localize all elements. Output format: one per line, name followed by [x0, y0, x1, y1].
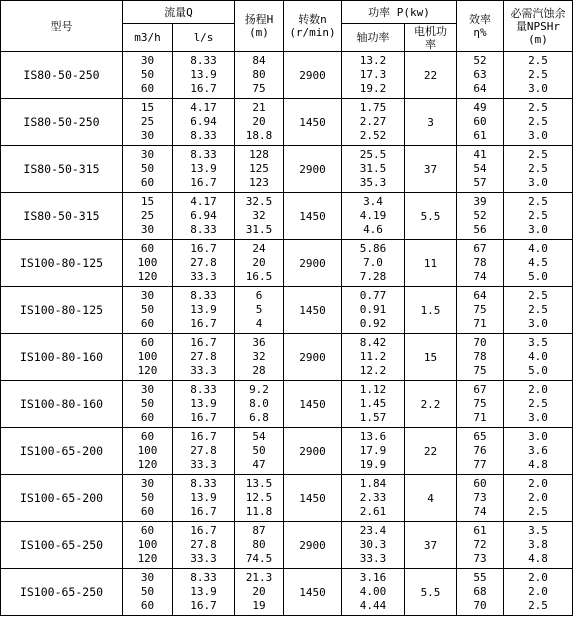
- cell-shaft-power-text: 23.4 30.3 33.3: [359, 524, 387, 565]
- cell-shaft-power-text: 1.12 1.45 1.57: [359, 383, 387, 424]
- cell-efficiency: [457, 52, 504, 99]
- cell-speed: [284, 522, 342, 569]
- cell-speed: [284, 381, 342, 428]
- cell-head: [235, 428, 284, 475]
- cell-head-text: 24 20 16.5: [245, 242, 273, 283]
- cell-flow-m3h: [123, 475, 173, 522]
- cell-flow-ls-text: 16.7 27.8 33.3: [190, 524, 217, 565]
- header-efficiency: [457, 1, 504, 52]
- cell-speed: [284, 99, 342, 146]
- cell-head: [235, 381, 284, 428]
- cell-head-text: 21.3 20 19: [245, 571, 273, 612]
- cell-efficiency: [457, 146, 504, 193]
- cell-speed: [284, 193, 342, 240]
- cell-efficiency: [457, 569, 504, 616]
- cell-npsh: [504, 569, 573, 616]
- cell-flow-m3h-text: 30 50 60: [140, 54, 155, 95]
- header-motor-power: [405, 24, 457, 52]
- cell-flow-ls-text: 8.33 13.9 16.7: [190, 148, 217, 189]
- cell-model-text: IS80-50-250: [23, 115, 100, 129]
- cell-head-text: 9.2 8.0 6.8: [249, 383, 269, 424]
- cell-shaft-power: [342, 475, 405, 522]
- table-row: [1, 193, 573, 240]
- cell-efficiency: [457, 240, 504, 287]
- cell-flow-m3h-text: 60 100 120: [137, 242, 158, 283]
- table-row: [1, 240, 573, 287]
- cell-efficiency-text: 70 78 75: [473, 336, 487, 377]
- cell-efficiency: [457, 381, 504, 428]
- cell-head: [235, 240, 284, 287]
- cell-shaft-power-text: 0.77 0.91 0.92: [359, 289, 387, 330]
- cell-speed-text: 1450: [299, 491, 326, 505]
- cell-flow-ls-text: 8.33 13.9 16.7: [190, 54, 217, 95]
- cell-model-text: IS100-65-250: [19, 585, 104, 599]
- header-head: [235, 1, 284, 52]
- cell-speed: [284, 240, 342, 287]
- cell-npsh-text: 2.0 2.5 3.0: [528, 383, 548, 424]
- cell-npsh-text: 3.5 4.0 5.0: [528, 336, 548, 377]
- cell-efficiency-text: 67 78 74: [473, 242, 487, 283]
- cell-shaft-power: [342, 381, 405, 428]
- cell-flow-m3h-text: 60 100 120: [137, 524, 158, 565]
- cell-flow-ls: [173, 569, 235, 616]
- cell-speed-text: 2900: [299, 444, 326, 458]
- cell-flow-m3h-text: 30 50 60: [140, 148, 155, 189]
- cell-efficiency-text: 55 68 70: [473, 571, 487, 612]
- cell-shaft-power: [342, 146, 405, 193]
- cell-motor-power: [405, 428, 457, 475]
- cell-efficiency-text: 67 75 71: [473, 383, 487, 424]
- cell-motor-power: [405, 146, 457, 193]
- cell-shaft-power-text: 5.86 7.0 7.28: [359, 242, 387, 283]
- cell-flow-m3h: [123, 146, 173, 193]
- cell-head-text: 21 20 18.8: [245, 101, 273, 142]
- cell-motor-power: [405, 381, 457, 428]
- cell-flow-m3h: [123, 52, 173, 99]
- cell-model-text: IS100-65-200: [19, 444, 104, 458]
- cell-flow-ls: [173, 522, 235, 569]
- cell-flow-ls-text: 16.7 27.8 33.3: [190, 242, 217, 283]
- cell-motor-power: [405, 334, 457, 381]
- cell-npsh-text: 2.5 2.5 3.0: [528, 54, 548, 95]
- cell-shaft-power: [342, 334, 405, 381]
- cell-speed: [284, 52, 342, 99]
- cell-flow-ls-text: 4.17 6.94 8.33: [190, 195, 217, 236]
- cell-flow-m3h-text: 60 100 120: [137, 336, 158, 377]
- cell-head-text: 13.5 12.5 11.8: [245, 477, 273, 518]
- cell-flow-ls-text: 8.33 13.9 16.7: [190, 571, 217, 612]
- cell-efficiency-text: 60 73 74: [473, 477, 487, 518]
- header-npsh: [504, 1, 573, 52]
- cell-model-text: IS80-50-315: [23, 209, 100, 223]
- cell-shaft-power: [342, 193, 405, 240]
- cell-flow-ls: [173, 428, 235, 475]
- cell-shaft-power: [342, 287, 405, 334]
- cell-model-text: IS100-80-160: [19, 397, 104, 411]
- header-model: 型号: [1, 1, 123, 52]
- header-flow-m3h: m3/h: [123, 24, 173, 52]
- cell-model: [1, 193, 123, 240]
- cell-head: [235, 99, 284, 146]
- cell-efficiency: [457, 99, 504, 146]
- cell-flow-ls: [173, 240, 235, 287]
- cell-model-text: IS100-80-125: [19, 256, 104, 270]
- cell-flow-ls: [173, 52, 235, 99]
- cell-shaft-power: [342, 569, 405, 616]
- cell-shaft-power-text: 8.42 11.2 12.2: [359, 336, 387, 377]
- cell-shaft-power: [342, 240, 405, 287]
- cell-npsh-text: 2.5 2.5 3.0: [528, 148, 548, 189]
- cell-shaft-power-text: 13.2 17.3 19.2: [359, 54, 387, 95]
- cell-head: [235, 522, 284, 569]
- cell-speed-text: 1450: [299, 303, 326, 317]
- cell-motor-power: [405, 287, 457, 334]
- cell-flow-m3h: [123, 522, 173, 569]
- header-npsh-text: 必需汽蚀余 量NPSHr (m): [510, 6, 566, 46]
- table-body: [1, 52, 573, 616]
- cell-speed-text: 2900: [299, 68, 326, 82]
- cell-model: [1, 475, 123, 522]
- table-row: [1, 99, 573, 146]
- cell-flow-m3h-text: 60 100 120: [137, 430, 158, 471]
- cell-flow-m3h: [123, 381, 173, 428]
- cell-efficiency: [457, 334, 504, 381]
- cell-npsh: [504, 381, 573, 428]
- cell-flow-m3h-text: 15 25 30: [140, 101, 155, 142]
- cell-flow-ls-text: 16.7 27.8 33.3: [190, 430, 217, 471]
- cell-npsh: [504, 52, 573, 99]
- cell-shaft-power-text: 3.4 4.19 4.6: [359, 195, 387, 236]
- cell-efficiency-text: 39 52 56: [473, 195, 487, 236]
- table-row: [1, 287, 573, 334]
- cell-speed-text: 1450: [299, 585, 326, 599]
- cell-speed: [284, 146, 342, 193]
- cell-flow-ls-text: 8.33 13.9 16.7: [190, 289, 217, 330]
- cell-speed: [284, 569, 342, 616]
- cell-flow-m3h-text: 30 50 60: [140, 571, 155, 612]
- cell-head: [235, 193, 284, 240]
- cell-flow-m3h: [123, 99, 173, 146]
- cell-flow-m3h: [123, 287, 173, 334]
- cell-flow-ls-text: 8.33 13.9 16.7: [190, 383, 217, 424]
- cell-head-text: 128 125 123: [249, 148, 269, 189]
- cell-motor-power-text: 4: [427, 491, 434, 505]
- header-head-text: 扬程H (m): [244, 13, 274, 39]
- cell-efficiency-text: 52 63 64: [473, 54, 487, 95]
- cell-motor-power-text: 11: [423, 256, 438, 270]
- cell-model: [1, 334, 123, 381]
- cell-flow-m3h-text: 30 50 60: [140, 383, 155, 424]
- cell-speed-text: 2900: [299, 350, 326, 364]
- cell-shaft-power-text: 3.16 4.00 4.44: [359, 571, 387, 612]
- cell-npsh-text: 2.0 2.0 2.5: [528, 477, 548, 518]
- cell-npsh: [504, 522, 573, 569]
- header-power: 功率 P(kw): [342, 1, 457, 24]
- table-row: [1, 428, 573, 475]
- cell-model: [1, 381, 123, 428]
- cell-speed-text: 1450: [299, 115, 326, 129]
- cell-model: [1, 287, 123, 334]
- cell-model-text: IS100-80-125: [19, 303, 104, 317]
- cell-head-text: 87 80 74.5: [245, 524, 273, 565]
- cell-flow-ls: [173, 381, 235, 428]
- cell-motor-power: [405, 475, 457, 522]
- cell-flow-ls: [173, 475, 235, 522]
- cell-head: [235, 475, 284, 522]
- header-speed: [284, 1, 342, 52]
- cell-motor-power: [405, 52, 457, 99]
- header-shaft-power: 轴功率: [342, 24, 405, 52]
- cell-head: [235, 569, 284, 616]
- cell-model-text: IS80-50-315: [23, 162, 100, 176]
- cell-model: [1, 569, 123, 616]
- cell-motor-power-text: 1.5: [420, 303, 441, 317]
- cell-motor-power-text: 3: [427, 115, 434, 129]
- table-row: [1, 475, 573, 522]
- cell-flow-ls: [173, 99, 235, 146]
- cell-head: [235, 146, 284, 193]
- cell-efficiency: [457, 287, 504, 334]
- cell-model-text: IS100-65-250: [19, 538, 104, 552]
- cell-flow-ls: [173, 193, 235, 240]
- cell-flow-ls-text: 4.17 6.94 8.33: [190, 101, 217, 142]
- cell-npsh: [504, 146, 573, 193]
- cell-efficiency-text: 49 60 61: [473, 101, 487, 142]
- cell-model: [1, 240, 123, 287]
- cell-flow-m3h: [123, 240, 173, 287]
- cell-efficiency: [457, 475, 504, 522]
- cell-motor-power-text: 22: [423, 444, 438, 458]
- cell-speed-text: 2900: [299, 538, 326, 552]
- cell-motor-power-text: 2.2: [420, 397, 441, 411]
- cell-speed-text: 1450: [299, 397, 326, 411]
- cell-npsh: [504, 287, 573, 334]
- cell-flow-m3h-text: 30 50 60: [140, 289, 155, 330]
- cell-shaft-power: [342, 52, 405, 99]
- cell-model: [1, 428, 123, 475]
- header-motor-power-text: 电机功 率: [414, 24, 447, 51]
- table-row: [1, 381, 573, 428]
- cell-npsh: [504, 193, 573, 240]
- cell-motor-power: [405, 193, 457, 240]
- cell-shaft-power: [342, 428, 405, 475]
- cell-model-text: IS80-50-250: [23, 68, 100, 82]
- cell-flow-m3h: [123, 569, 173, 616]
- header-flow: 流量Q: [123, 1, 235, 24]
- cell-flow-ls: [173, 334, 235, 381]
- cell-flow-ls: [173, 287, 235, 334]
- cell-flow-ls-text: 16.7 27.8 33.3: [190, 336, 217, 377]
- cell-flow-m3h-text: 15 25 30: [140, 195, 155, 236]
- cell-speed: [284, 334, 342, 381]
- cell-head-text: 36 32 28: [252, 336, 266, 377]
- cell-npsh-text: 2.5 2.5 3.0: [528, 195, 548, 236]
- cell-npsh-text: 2.5 2.5 3.0: [528, 101, 548, 142]
- cell-npsh-text: 3.5 3.8 4.8: [528, 524, 548, 565]
- header-flow-ls: l/s: [173, 24, 235, 52]
- cell-efficiency: [457, 193, 504, 240]
- cell-flow-ls-text: 8.33 13.9 16.7: [190, 477, 217, 518]
- cell-shaft-power-text: 1.75 2.27 2.52: [359, 101, 387, 142]
- cell-model: [1, 52, 123, 99]
- cell-npsh: [504, 334, 573, 381]
- cell-model: [1, 99, 123, 146]
- table-row: [1, 522, 573, 569]
- cell-flow-m3h: [123, 428, 173, 475]
- cell-speed: [284, 287, 342, 334]
- cell-flow-m3h: [123, 193, 173, 240]
- cell-model: [1, 146, 123, 193]
- cell-head: [235, 334, 284, 381]
- cell-efficiency-text: 41 54 57: [473, 148, 487, 189]
- cell-motor-power-text: 37: [423, 162, 438, 176]
- cell-npsh: [504, 99, 573, 146]
- cell-shaft-power: [342, 99, 405, 146]
- cell-motor-power: [405, 240, 457, 287]
- header-speed-text: 转数n (r/min): [289, 13, 336, 39]
- cell-speed-text: 2900: [299, 256, 326, 270]
- cell-npsh-text: 2.0 2.0 2.5: [528, 571, 548, 612]
- cell-efficiency: [457, 522, 504, 569]
- cell-motor-power: [405, 522, 457, 569]
- cell-flow-m3h-text: 30 50 60: [140, 477, 155, 518]
- cell-speed-text: 2900: [299, 162, 326, 176]
- cell-head: [235, 287, 284, 334]
- cell-npsh-text: 4.0 4.5 5.0: [528, 242, 548, 283]
- table-row: [1, 334, 573, 381]
- cell-shaft-power-text: 1.84 2.33 2.61: [359, 477, 387, 518]
- cell-npsh: [504, 240, 573, 287]
- cell-model-text: IS100-65-200: [19, 491, 104, 505]
- cell-head: [235, 52, 284, 99]
- cell-efficiency-text: 61 72 73: [473, 524, 487, 565]
- cell-npsh-text: 3.0 3.6 4.8: [528, 430, 548, 471]
- cell-speed: [284, 428, 342, 475]
- cell-motor-power-text: 5.5: [420, 585, 441, 599]
- cell-model-text: IS100-80-160: [19, 350, 104, 364]
- cell-efficiency: [457, 428, 504, 475]
- cell-motor-power: [405, 569, 457, 616]
- table-row: [1, 52, 573, 99]
- cell-head-text: 84 80 75: [252, 54, 266, 95]
- cell-shaft-power-text: 13.6 17.9 19.9: [359, 430, 387, 471]
- cell-head-text: 6 5 4: [255, 289, 263, 330]
- cell-efficiency-text: 64 75 71: [473, 289, 487, 330]
- cell-shaft-power-text: 25.5 31.5 35.3: [359, 148, 387, 189]
- cell-npsh: [504, 475, 573, 522]
- cell-motor-power-text: 37: [423, 538, 438, 552]
- cell-motor-power-text: 5.5: [420, 209, 441, 223]
- table-row: [1, 569, 573, 616]
- cell-flow-ls: [173, 146, 235, 193]
- cell-npsh: [504, 428, 573, 475]
- cell-model: [1, 522, 123, 569]
- cell-head-text: 32.5 32 31.5: [245, 195, 273, 236]
- cell-head-text: 54 50 47: [252, 430, 266, 471]
- cell-speed-text: 1450: [299, 209, 326, 223]
- cell-motor-power-text: 22: [423, 68, 438, 82]
- cell-speed: [284, 475, 342, 522]
- cell-motor-power: [405, 99, 457, 146]
- cell-flow-m3h: [123, 334, 173, 381]
- cell-motor-power-text: 15: [423, 350, 438, 364]
- cell-npsh-text: 2.5 2.5 3.0: [528, 289, 548, 330]
- cell-shaft-power: [342, 522, 405, 569]
- table-row: [1, 146, 573, 193]
- header-efficiency-text: 效率 η%: [469, 13, 491, 39]
- cell-efficiency-text: 65 76 77: [473, 430, 487, 471]
